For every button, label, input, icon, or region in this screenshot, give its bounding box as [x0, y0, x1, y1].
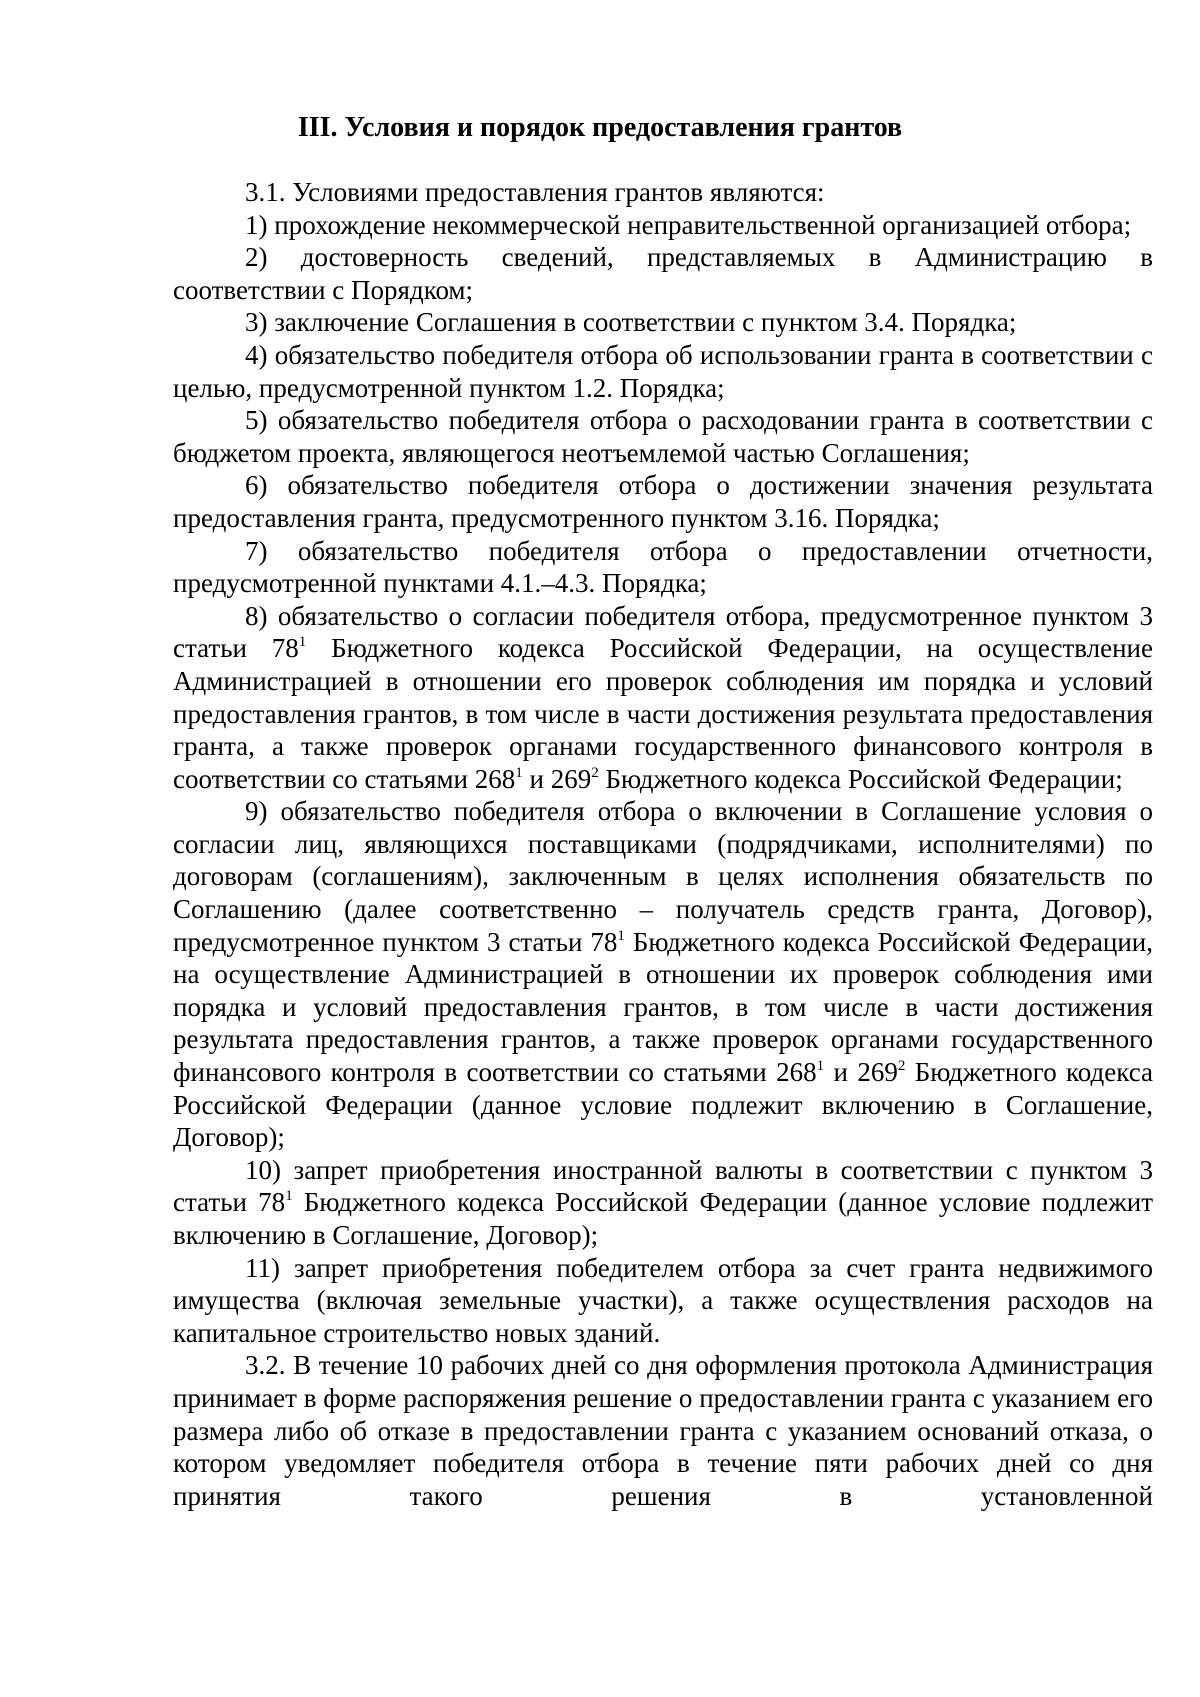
superscript: 1: [816, 1057, 825, 1074]
superscript: 2: [897, 1057, 906, 1074]
paragraph-p-4: [173, 339, 1153, 404]
paragraph-text: 2) достоверность сведений, представляемых в Администрацию в соответствии с Порядком;: [173, 242, 1153, 305]
paragraph-p-9: [173, 795, 1153, 1154]
paragraph-text: 3.1. Условиями предоставления грантов являются:: [245, 177, 825, 207]
paragraph-p-7: [173, 535, 1153, 600]
paragraph-text: 3) заключение Соглашения в соответствии с пунктом 3.4. Порядка;: [245, 307, 1017, 338]
paragraph-text: 3.2. В течение 10 рабочих дней со дня оформления протокола Администрация принимает в форме распоряжения решение о предоставлении гранта с указанием его размера либо об отказе в предоставлении гранта с указанием оснований отказа, о котором уведомляет победителя отбора в течение пяти рабочих дней со дня принятия такого решения в установленной: [173, 1350, 1153, 1511]
paragraph-text: Бюджетного кодекса Российской Федерации, на осуществление Администрацией в отношении их проверок соблюдения ими порядка и условий предоставления грантов, в том числе в части достижения результата предоставления грантов, а также проверок органами государственного финансового контроля в соответствии со статьями 268: [173, 926, 1153, 1088]
paragraph-text: 4) обязательство победителя отбора об использовании гранта в соответствии с целью, предусмотренной пунктом 1.2. Порядка;: [173, 339, 1153, 403]
paragraph-p-3: [173, 306, 1153, 339]
superscript: 1: [617, 927, 625, 944]
paragraph-p-8: [173, 600, 1153, 796]
paragraph-text: Бюджетного кодекса Российской Федерации;: [598, 763, 1123, 794]
superscript: 1: [515, 764, 523, 781]
superscript: 1: [285, 1188, 293, 1205]
paragraph-text: 1) прохождение некоммерческой неправительственной организацией отбора;: [245, 209, 1132, 240]
superscript: 1: [298, 634, 307, 651]
paragraph-p-1: [173, 209, 1153, 242]
paragraph-text: Бюджетного кодекса Российской Федерации (данное условие подлежит включению в Соглашение, Договор);: [173, 1187, 1153, 1250]
paragraph-text: и 269: [522, 763, 592, 794]
paragraph-text: 8) обязательство о согласии победителя отбора, предусмотренное пунктом 3 статьи 78: [173, 600, 1153, 664]
paragraph-p-11: [173, 1252, 1153, 1350]
paragraph-text: 10) запрет приобретения иностранной валюты в соответствии с пунктом 3 статьи 78: [173, 1154, 1153, 1218]
paragraph-p-10: [173, 1154, 1153, 1252]
paragraph-text: 9) обязательство победителя отбора о включении в Соглашение условия о согласии лиц, являющихся поставщиками (подрядчиками, исполнителями) по договорам (соглашениям), заключенным в целях исполнения обязательств по Соглашению (далее соответственно – получатель средств гранта, Договор), предусмотренное пунктом 3 статьи 78: [173, 796, 1153, 957]
paragraph-p-3-1: [173, 176, 1153, 209]
section-body: [173, 176, 1153, 1512]
paragraph-text: 11) запрет приобретения победителем отбора за счет гранта недвижимого имущества (включая земельные участки), а также осуществления расходов на капитальное строительство новых зданий.: [173, 1252, 1153, 1348]
paragraph-text: Бюджетного кодекса Российской Федерации (данное условие подлежит включению в Соглашение, Договор);: [173, 1057, 1153, 1153]
paragraph-text: и 269: [824, 1057, 898, 1088]
paragraph-text: 6) обязательство победителя отбора о достижении значения результата предоставления гранта, предусмотренного пунктом 3.16. Порядка;: [173, 470, 1153, 533]
superscript: 2: [591, 764, 599, 781]
paragraph-p-2: [173, 241, 1153, 306]
paragraph-p-6: [173, 469, 1153, 534]
paragraph-text: 5) обязательство победителя отбора о расходовании гранта в соответствии с бюджетом проекта, являющегося неотъемлемой частью Соглашения;: [173, 405, 1153, 468]
paragraph-text: Бюджетного кодекса Российской Федерации, на осуществление Администрацией в отношении его проверок соблюдения им порядка и условий предоставления грантов, в том числе в части достижения результата предоставления гранта, а также проверок органами государственного финансового контроля в соответствии со статьями 268: [173, 633, 1153, 794]
paragraph-p-5: [173, 404, 1153, 469]
section-heading: III. Условия и порядок предоставления грантов: [297, 112, 903, 143]
paragraph-text: 7) обязательство победителя отбора о предоставлении отчетности, предусмотренной пунктами 4.1.–4.3. Порядка;: [173, 535, 1153, 599]
paragraph-p-3-2: [173, 1349, 1153, 1512]
